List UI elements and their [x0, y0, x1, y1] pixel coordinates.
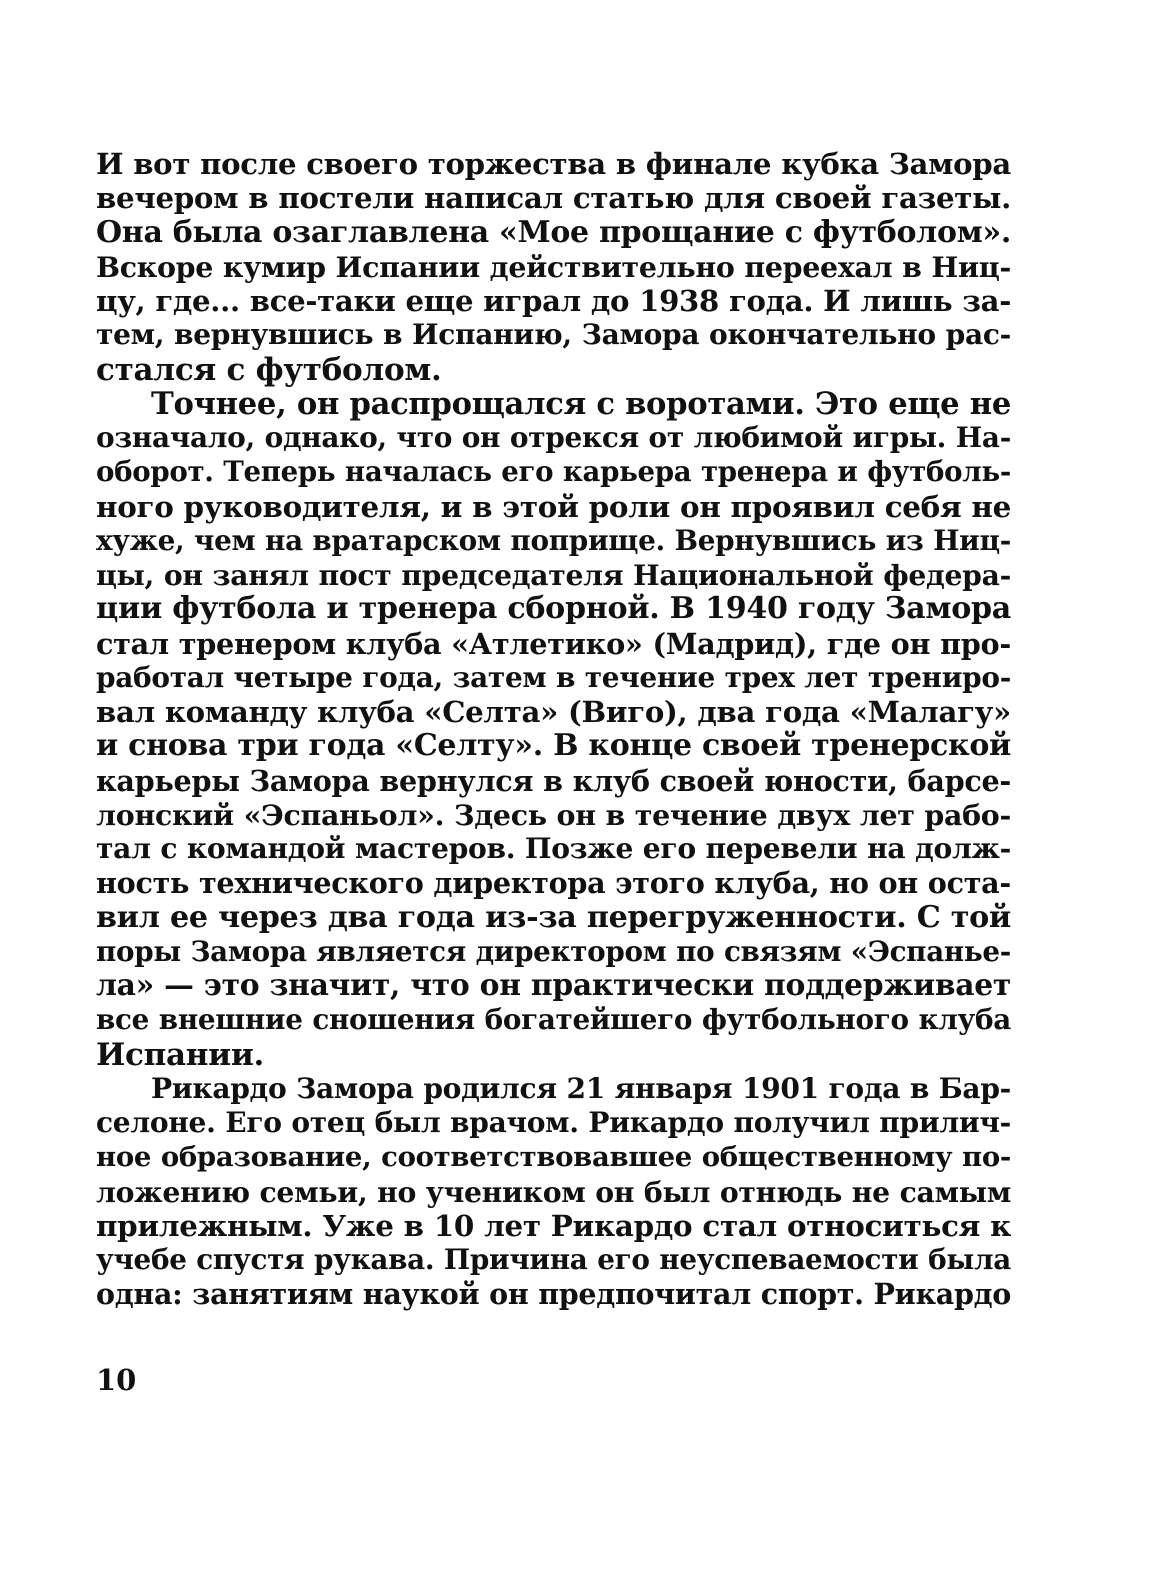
text-line: стался с футболом. [96, 351, 442, 388]
text-line: ции футбола и тренера сборной. В 1940 году Замора [96, 591, 1011, 627]
text-line: Вскоре кумир Испании действительно переехал в Ниц- [96, 249, 1011, 284]
text-line: поры Замора является директором по связям «Эспанье- [96, 934, 1011, 968]
text-line: лонский «Эспаньол». Здесь он в течение двух лет рабо- [96, 797, 1011, 832]
text-line: Она была озаглавлена «Мое прощание с футболом». [96, 214, 1011, 250]
text-line: тал с командой мастеров. Позже его перевели на долж- [96, 832, 1011, 865]
text-line: все внешние сношения богатейшего футбольного клуба [96, 1003, 1011, 1037]
body-text [96, 147, 1011, 1312]
text-line: Испании. [96, 1036, 265, 1073]
text-line: означало, однако, что он отрекся от любимой игры. На- [96, 421, 1011, 454]
text-line: учебе спустя рукава. Причина его неуспеваемости была [96, 1243, 1011, 1276]
text-line: ность технического директора этого клуба, но он оста- [96, 866, 1011, 901]
text-line: и снова три года «Селту». В конце своей тренерской [96, 728, 1011, 764]
text-line: ного руководителя, и в этой роли он проявил себя не [96, 488, 1011, 524]
text-line: вал команду клуба «Селта» (Виго), два года «Малагу» [96, 695, 1011, 729]
text-line: вил ее через два года из-за перегруженности. С той [96, 899, 1011, 935]
text-line: цу, где... все-таки еще играл до 1938 года. И лишь за- [96, 284, 1011, 318]
text-line: Рикардо Замора родился 21 января 1901 года в Бар- [151, 1071, 1011, 1105]
text-line: ное образование, соответствовавшее общественному по- [96, 1141, 1011, 1174]
text-line: ложению семьи, но учеником он был отнюдь не самым [96, 1174, 1011, 1209]
text-line: карьеры Замора вернулся в клуб своей юности, барсе- [96, 763, 1011, 798]
page-number: 10 [96, 1363, 137, 1397]
text-line: хуже, чем на вратарском поприще. Вернувшись из Ниц- [96, 523, 1011, 557]
text-line: стал тренером клуба «Атлетико» (Мадрид), где он про- [96, 626, 1011, 661]
text-line: оборот. Теперь началась его карьера тренера и футболь- [96, 455, 1011, 489]
text-line: работал четыре года, затем в течение трех лет трениро- [96, 660, 1011, 694]
text-line: селоне. Его отец был врачом. Рикардо получил прилич- [96, 1106, 1011, 1139]
text-line: тем, вернувшись в Испанию, Замора окончательно рас- [96, 318, 1011, 352]
text-line: вечером в постели написал статью для своей газеты. [96, 181, 1011, 216]
text-line: одна: занятиям наукой он предпочитал спорт. Рикардо [96, 1277, 1011, 1312]
text-line: Точнее, он распрощался с воротами. Это еще не [151, 385, 1011, 422]
text-line: ла» — это значит, что он практически поддерживает [96, 968, 1011, 1003]
text-line: И вот после своего торжества в финале кубка Замора [96, 147, 1011, 181]
text-line: цы, он занял пост председателя Национальной федера- [96, 558, 1011, 592]
text-line: прилежным. Уже в 10 лет Рикардо стал относиться к [96, 1207, 1011, 1243]
